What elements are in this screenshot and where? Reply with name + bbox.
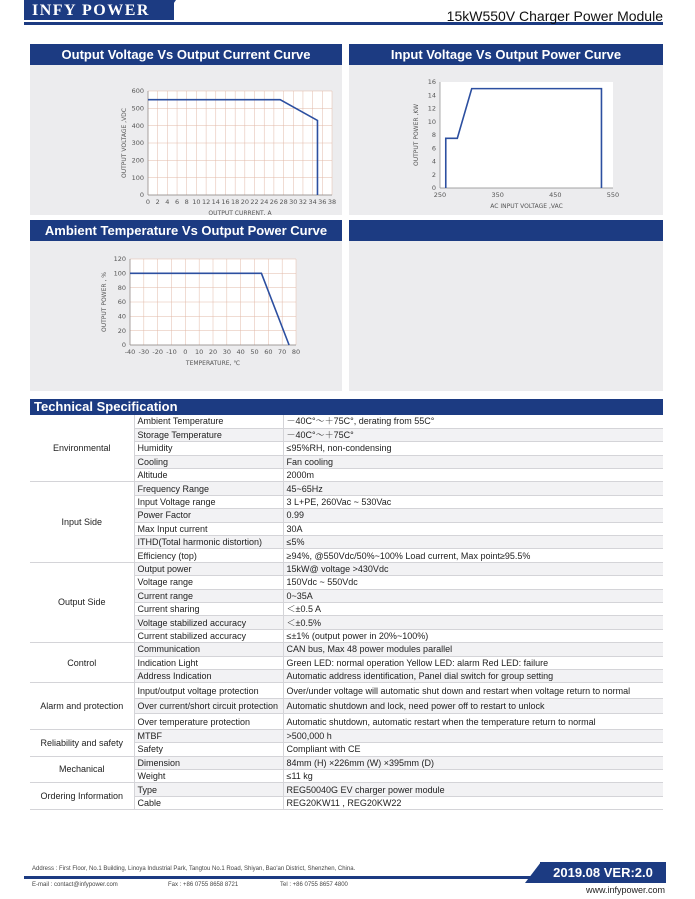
x-tick-label: 450 — [549, 191, 562, 199]
chart-panel-output-voltage-vs-current — [30, 44, 342, 215]
spec-parameter: Input Voltage range — [134, 495, 283, 508]
x-tick-label: 26 — [269, 198, 279, 206]
spec-value: 15kW@ voltage >430Vdc — [283, 562, 663, 575]
spec-group-label: Output Side — [30, 562, 134, 642]
empty-panel — [349, 220, 663, 391]
spec-parameter: Efficiency (top) — [134, 549, 283, 562]
spec-parameter: Ambient Temperature — [134, 415, 283, 428]
x-tick-label: 24 — [260, 198, 269, 206]
chart-panel-ambient-temp-vs-power — [30, 220, 342, 391]
spec-value: 3 L+PE, 260Vac ~ 530Vac — [283, 495, 663, 508]
spec-value: 0~35A — [283, 589, 663, 602]
x-axis-label: TEMPERATURE, ℃ — [185, 360, 241, 367]
x-tick-label: 60 — [264, 348, 273, 356]
spec-parameter: Current range — [134, 589, 283, 602]
x-tick-label: 6 — [174, 198, 180, 206]
spec-group-label: Control — [30, 643, 134, 683]
x-tick-label: 34 — [308, 198, 317, 206]
y-tick-label: 80 — [117, 283, 126, 292]
x-tick-label: 10 — [192, 198, 201, 206]
spec-parameter: Storage Temperature — [134, 428, 283, 441]
spec-parameter: Frequency Range — [134, 482, 283, 495]
x-tick-label: -10 — [166, 348, 177, 356]
spec-value: 84mm (H) ×226mm (W) ×395mm (D) — [283, 756, 663, 769]
spec-value: 0.99 — [283, 509, 663, 522]
x-tick-label: 36 — [318, 198, 327, 206]
spec-table — [30, 415, 663, 810]
spec-parameter: Input/output voltage protection — [134, 683, 283, 699]
brand-logo: INFY POWER — [32, 2, 150, 19]
y-tick-label: 6 — [431, 144, 436, 153]
x-tick-label: 22 — [250, 198, 259, 206]
x-tick-label: 38 — [327, 198, 337, 206]
x-tick-label: 0 — [183, 348, 188, 356]
spec-value: 150Vdc ~ 550Vdc — [283, 576, 663, 589]
spec-value: ＜±0.5% — [283, 616, 663, 629]
y-tick-label: 100 — [113, 269, 126, 278]
spec-parameter: Dimension — [134, 756, 283, 769]
spec-parameter: Over current/short circuit protection — [134, 698, 283, 714]
spec-parameter: Voltage range — [134, 576, 283, 589]
y-tick-label: 10 — [427, 117, 436, 126]
chart-title: Input Voltage Vs Output Power Curve — [349, 44, 663, 65]
y-tick-label: 0 — [121, 341, 126, 350]
y-tick-label: 200 — [131, 156, 144, 165]
x-axis-label: AC INPUT VOLTAGE ,VAC — [490, 203, 563, 210]
spec-value: ≤95%RH, non-condensing — [283, 442, 663, 455]
x-tick-label: 40 — [236, 348, 245, 356]
spec-group-label: Alarm and protection — [30, 683, 134, 730]
y-tick-label: 2 — [431, 170, 436, 179]
x-axis-label: OUTPUT CURRENT, A — [208, 210, 272, 215]
x-tick-label: 20 — [240, 198, 249, 206]
spec-row — [30, 562, 663, 575]
spec-value: ≥94%, @550Vdc/50%~100% Load current, Max point≥95.5% — [283, 549, 663, 562]
spec-value: ≤11 kg — [283, 769, 663, 782]
y-tick-label: 8 — [431, 131, 436, 140]
x-tick-label: -20 — [152, 348, 163, 356]
footer-address: Address : First Floor, No.1 Building, Linoya Industrial Park, Tangtou No.1 Road, Shiyan, Bao'an District, Shenzhen, China. — [32, 866, 356, 872]
y-axis-label: OUTPUT POWER ,KW — [413, 103, 420, 167]
x-tick-label: 2 — [155, 198, 160, 206]
x-tick-label: 12 — [201, 198, 211, 206]
spec-group-label: Reliability and safety — [30, 729, 134, 756]
chart-title: Ambient Temperature Vs Output Power Curve — [30, 220, 342, 241]
x-tick-label: 4 — [165, 198, 170, 206]
spec-value: Green LED: normal operation Yellow LED: alarm Red LED: failure — [283, 656, 663, 669]
spec-value: REG50040G EV charger power module — [283, 783, 663, 796]
y-axis-label: OUTPUT POWER , % — [101, 271, 108, 333]
footer-rule — [24, 876, 536, 879]
x-tick-label: 70 — [278, 348, 287, 356]
y-tick-label: 20 — [117, 326, 126, 335]
spec-value: Automatic shutdown, automatic restart when the temperature return to normal — [283, 714, 663, 730]
spec-parameter: Weight — [134, 769, 283, 782]
footer-version-slant — [525, 862, 541, 883]
x-tick-label: 250 — [433, 191, 447, 199]
spec-value: Automatic address identification, Panel dial switch for group setting — [283, 669, 663, 682]
y-tick-label: 120 — [113, 255, 126, 264]
y-tick-label: 16 — [427, 78, 436, 87]
y-axis-label: OUTPUT VOLTAGE ,VDC — [121, 108, 128, 178]
spec-parameter: Voltage stabilized accuracy — [134, 616, 283, 629]
spec-parameter: Indication Light — [134, 656, 283, 669]
y-tick-label: 100 — [131, 173, 144, 182]
y-tick-label: 60 — [117, 298, 126, 307]
spec-row — [30, 643, 663, 656]
spec-parameter: Power Factor — [134, 509, 283, 522]
spec-row — [30, 783, 663, 796]
spec-group-label: Input Side — [30, 482, 134, 562]
spec-parameter: Max Input current — [134, 522, 283, 535]
plot-area — [440, 82, 613, 188]
x-tick-label: 18 — [231, 198, 240, 206]
spec-value: ≤5% — [283, 536, 663, 549]
spec-parameter: Over temperature protection — [134, 714, 283, 730]
spec-parameter: Humidity — [134, 442, 283, 455]
spec-value: Compliant with CE — [283, 743, 663, 756]
chart-panel-input-voltage-vs-power — [349, 44, 663, 215]
y-tick-label: 500 — [131, 104, 144, 113]
spec-value: 30A — [283, 522, 663, 535]
chart-ambient-temp-vs-power — [30, 241, 342, 391]
x-tick-label: 350 — [491, 191, 504, 199]
spec-value: Fan cooling — [283, 455, 663, 468]
spec-parameter: Type — [134, 783, 283, 796]
x-tick-label: 20 — [208, 348, 218, 356]
spec-value: >500,000 h — [283, 729, 663, 742]
x-tick-label: 50 — [250, 348, 259, 356]
y-tick-label: 300 — [131, 139, 144, 148]
spec-value: ≤±1% (output power in 20%~100%) — [283, 629, 663, 642]
footer-email[interactable]: E-mail : contact@infypower.com — [32, 882, 118, 888]
x-tick-label: 80 — [291, 348, 301, 356]
chart-title: Output Voltage Vs Output Current Curve — [30, 44, 342, 65]
spec-group-label: Environmental — [30, 415, 134, 482]
spec-parameter: Current stabilized accuracy — [134, 629, 283, 642]
spec-value: CAN bus, Max 48 power modules parallel — [283, 643, 663, 656]
spec-parameter: Address Indication — [134, 669, 283, 682]
spec-parameter: Altitude — [134, 469, 283, 482]
spec-row — [30, 415, 663, 428]
y-tick-label: 4 — [431, 157, 436, 166]
spec-parameter: MTBF — [134, 729, 283, 742]
spec-group-label: Ordering Information — [30, 783, 134, 810]
x-tick-label: 30 — [222, 348, 231, 356]
spec-row — [30, 729, 663, 742]
x-tick-label: 28 — [279, 198, 288, 206]
y-tick-label: 0 — [139, 191, 144, 200]
spec-row — [30, 482, 663, 495]
spec-value: REG20KW11 , REG20KW22 — [283, 796, 663, 809]
x-tick-label: 8 — [184, 198, 189, 206]
spec-parameter: Safety — [134, 743, 283, 756]
x-tick-label: 30 — [289, 198, 298, 206]
spec-value: Automatic shutdown and lock, need power off to restart to unlock — [283, 698, 663, 714]
x-tick-label: 550 — [606, 191, 620, 199]
x-tick-label: 32 — [298, 198, 308, 206]
y-tick-label: 600 — [131, 87, 144, 96]
brand-logo-slant — [162, 0, 176, 20]
spec-value: 45~65Hz — [283, 482, 663, 495]
empty-panel-bar — [349, 220, 663, 241]
spec-parameter: Cable — [134, 796, 283, 809]
y-tick-label: 400 — [131, 121, 144, 130]
y-tick-label: 14 — [427, 91, 436, 100]
footer-fax: Fax : +86 0755 8658 8721 — [168, 882, 239, 888]
x-tick-label: 0 — [145, 198, 151, 206]
footer-tel: Tel : +86 0755 8657 4800 — [280, 882, 348, 888]
y-tick-label: 0 — [431, 184, 436, 193]
document-title: 15kW550V Charger Power Module — [446, 8, 663, 24]
spec-parameter: Output power — [134, 562, 283, 575]
spec-value: Over/under voltage will automatic shut down and restart when voltage return to normal — [283, 683, 663, 699]
footer-version: 2019.08 VER:2.0 — [540, 862, 666, 883]
spec-row — [30, 683, 663, 699]
x-tick-label: -30 — [138, 348, 150, 356]
x-tick-label: 16 — [221, 198, 230, 206]
y-tick-label: 40 — [117, 312, 126, 321]
spec-value: －40C°～＋75C°, derating from 55C° — [283, 415, 663, 428]
x-tick-label: -40 — [124, 348, 136, 356]
spec-group-label: Mechanical — [30, 756, 134, 783]
chart-input-voltage-vs-power — [349, 65, 663, 215]
chart-output-voltage-vs-current — [30, 65, 342, 215]
spec-row — [30, 756, 663, 769]
spec-title: Technical Specification — [30, 399, 663, 415]
x-tick-label: 14 — [211, 198, 220, 206]
spec-value: －40C°～＋75C° — [283, 428, 663, 441]
spec-parameter: ITHD(Total harmonic distortion) — [134, 536, 283, 549]
y-tick-label: 12 — [427, 104, 436, 113]
spec-value: ＜±0.5 A — [283, 602, 663, 615]
spec-parameter: Cooling — [134, 455, 283, 468]
footer-website[interactable]: www.infypower.com — [585, 885, 665, 895]
x-tick-label: 10 — [195, 348, 204, 356]
spec-parameter: Communication — [134, 643, 283, 656]
spec-parameter: Current sharing — [134, 602, 283, 615]
spec-value: 2000m — [283, 469, 663, 482]
